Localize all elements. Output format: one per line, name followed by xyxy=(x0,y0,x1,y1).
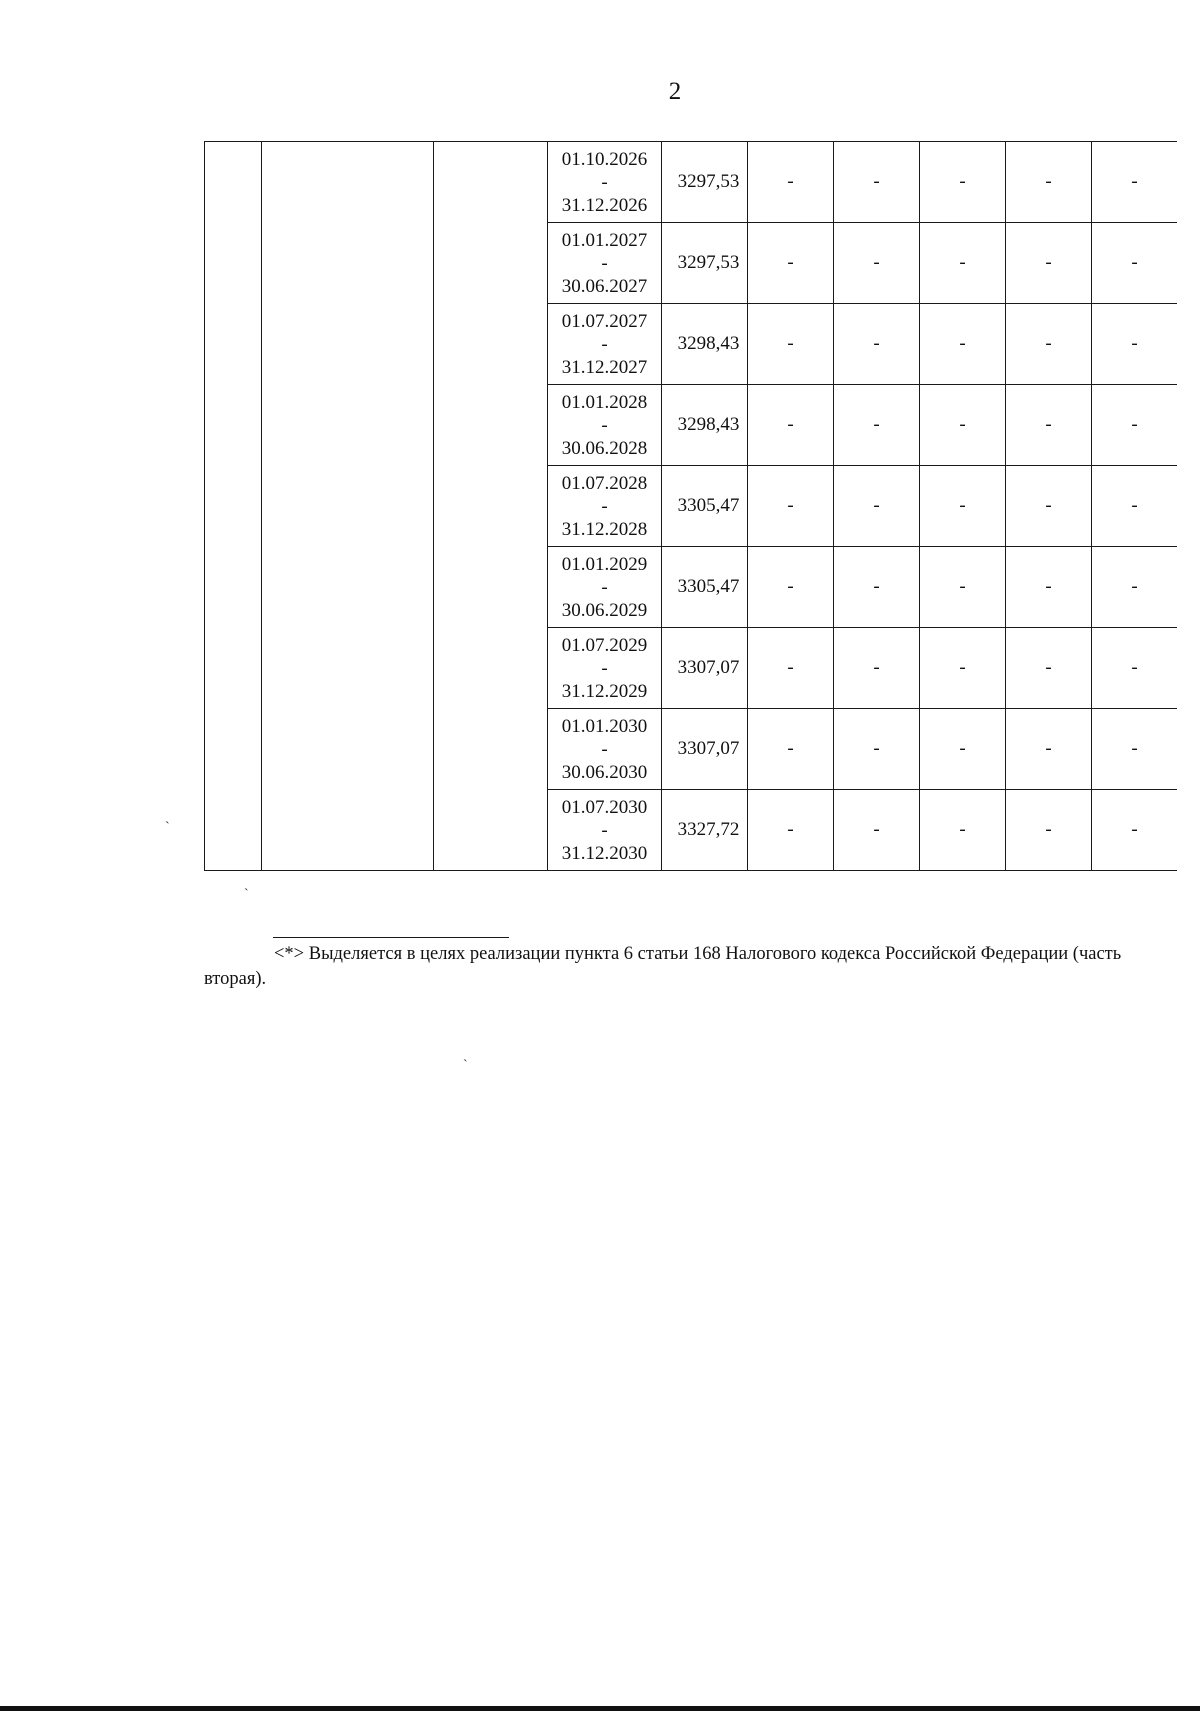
scan-speck: ` xyxy=(463,1058,468,1073)
empty-value-dash: - xyxy=(748,790,834,871)
value-cell: 3297,53 xyxy=(662,142,748,223)
empty-value-dash: - xyxy=(834,304,920,385)
period-cell xyxy=(548,709,662,790)
empty-value-dash: - xyxy=(1092,142,1178,223)
empty-value-dash: - xyxy=(748,466,834,547)
period-start: 01.01.2029 xyxy=(561,553,648,575)
empty-value-dash: - xyxy=(1006,628,1092,709)
scan-speck: ` xyxy=(165,820,170,835)
empty-value-dash: - xyxy=(834,142,920,223)
period-end: 31.12.2026 xyxy=(561,194,648,216)
value-cell: 3298,43 xyxy=(662,385,748,466)
period-sep: - xyxy=(601,333,608,355)
value-cell: 3305,47 xyxy=(662,547,748,628)
footnote: <*> Выделяется в целях реализации пункта 6 статьи 168 Налогового кодекса Российской Федерации (часть вторая). xyxy=(204,944,1122,989)
period-cell xyxy=(548,466,662,547)
empty-value-dash: - xyxy=(1092,628,1178,709)
value-cell: 3298,43 xyxy=(662,304,748,385)
tariff-table xyxy=(204,141,1178,871)
value-cell: 3305,47 xyxy=(662,466,748,547)
period-cell xyxy=(548,547,662,628)
empty-value-dash: - xyxy=(920,547,1006,628)
empty-value-dash: - xyxy=(920,628,1006,709)
empty-value-dash: - xyxy=(748,628,834,709)
period-end: 30.06.2028 xyxy=(561,437,648,459)
empty-value-dash: - xyxy=(920,466,1006,547)
scan-speck: ` xyxy=(244,887,249,902)
empty-value-dash: - xyxy=(834,628,920,709)
empty-value-dash: - xyxy=(834,466,920,547)
period-cell xyxy=(548,385,662,466)
empty-value-dash: - xyxy=(1092,466,1178,547)
empty-value-dash: - xyxy=(1092,790,1178,871)
empty-value-dash: - xyxy=(748,709,834,790)
period-start: 01.01.2028 xyxy=(561,391,648,413)
empty-value-dash: - xyxy=(834,547,920,628)
period-start: 01.07.2029 xyxy=(561,634,648,656)
page-number: 2 xyxy=(668,78,682,105)
empty-value-dash: - xyxy=(920,304,1006,385)
empty-value-dash: - xyxy=(748,385,834,466)
empty-value-dash: - xyxy=(1092,547,1178,628)
value-cell: 3327,72 xyxy=(662,790,748,871)
period-sep: - xyxy=(601,171,608,193)
empty-value-dash: - xyxy=(1092,709,1178,790)
period-end: 31.12.2029 xyxy=(561,680,648,702)
empty-value-dash: - xyxy=(1092,223,1178,304)
empty-value-dash: - xyxy=(1006,223,1092,304)
period-cell xyxy=(548,790,662,871)
period-sep: - xyxy=(601,576,608,598)
period-cell xyxy=(548,628,662,709)
period-start: 01.01.2030 xyxy=(561,715,648,737)
period-cell xyxy=(548,304,662,385)
value-cell: 3297,53 xyxy=(662,223,748,304)
empty-value-dash: - xyxy=(1006,790,1092,871)
empty-value-dash: - xyxy=(920,142,1006,223)
period-sep: - xyxy=(601,495,608,517)
empty-value-dash: - xyxy=(748,142,834,223)
period-cell xyxy=(548,223,662,304)
page-edge-mask xyxy=(1177,130,1200,890)
table-row xyxy=(205,142,1178,223)
period-end: 30.06.2030 xyxy=(561,761,648,783)
merged-cell-col-2 xyxy=(262,142,434,871)
period-start: 01.10.2026 xyxy=(561,148,648,170)
period-end: 31.12.2028 xyxy=(561,518,648,540)
period-sep: - xyxy=(601,252,608,274)
table-body xyxy=(205,142,1178,871)
empty-value-dash: - xyxy=(1006,142,1092,223)
empty-value-dash: - xyxy=(920,790,1006,871)
period-end: 31.12.2030 xyxy=(561,842,648,864)
period-end: 30.06.2029 xyxy=(561,599,648,621)
empty-value-dash: - xyxy=(748,304,834,385)
empty-value-dash: - xyxy=(834,709,920,790)
period-start: 01.07.2030 xyxy=(561,796,648,818)
period-sep: - xyxy=(601,819,608,841)
period-sep: - xyxy=(601,414,608,436)
value-cell: 3307,07 xyxy=(662,628,748,709)
empty-value-dash: - xyxy=(1092,304,1178,385)
scan-bottom-edge xyxy=(0,1706,1200,1711)
empty-value-dash: - xyxy=(920,385,1006,466)
period-end: 31.12.2027 xyxy=(561,356,648,378)
merged-cell-col-1 xyxy=(205,142,262,871)
period-end: 30.06.2027 xyxy=(561,275,648,297)
period-start: 01.07.2027 xyxy=(561,310,648,332)
value-cell: 3307,07 xyxy=(662,709,748,790)
empty-value-dash: - xyxy=(1006,304,1092,385)
empty-value-dash: - xyxy=(834,385,920,466)
period-sep: - xyxy=(601,738,608,760)
empty-value-dash: - xyxy=(748,547,834,628)
empty-value-dash: - xyxy=(920,223,1006,304)
period-start: 01.07.2028 xyxy=(561,472,648,494)
empty-value-dash: - xyxy=(1006,385,1092,466)
empty-value-dash: - xyxy=(834,790,920,871)
merged-cell-col-3 xyxy=(434,142,548,871)
empty-value-dash: - xyxy=(1092,385,1178,466)
period-sep: - xyxy=(601,657,608,679)
empty-value-dash: - xyxy=(1006,547,1092,628)
footnote-rule xyxy=(273,937,509,938)
empty-value-dash: - xyxy=(1006,466,1092,547)
empty-value-dash: - xyxy=(1006,709,1092,790)
period-start: 01.01.2027 xyxy=(561,229,648,251)
empty-value-dash: - xyxy=(834,223,920,304)
period-cell xyxy=(548,142,662,223)
empty-value-dash: - xyxy=(920,709,1006,790)
empty-value-dash: - xyxy=(748,223,834,304)
